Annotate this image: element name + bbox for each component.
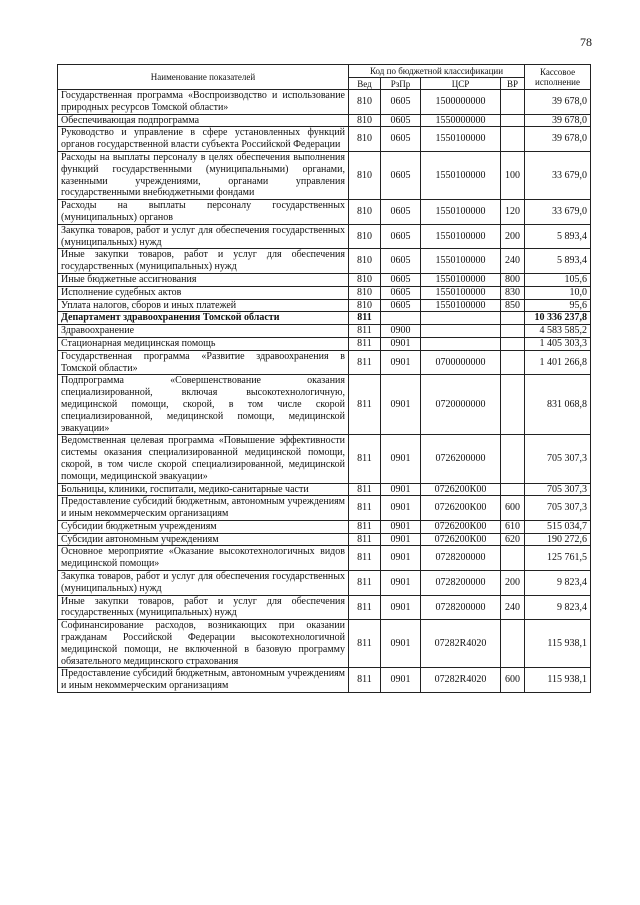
cell-name: Иные закупки товаров, работ и услуг для обеспечения государственных (муниципальных) нужд [58, 249, 349, 274]
cell-name: Здравоохранение [58, 325, 349, 338]
table-row [58, 350, 591, 375]
cell-csr: 1550100000 [421, 299, 501, 312]
table-row [58, 249, 591, 274]
cell-ved: 810 [349, 200, 381, 225]
cell-execution: 1 401 266,8 [525, 350, 591, 375]
cell-csr: 1550100000 [421, 273, 501, 286]
cell-vr [501, 483, 525, 496]
table-row [58, 595, 591, 620]
cell-ved: 811 [349, 483, 381, 496]
cell-vr: 200 [501, 224, 525, 249]
table-row [58, 286, 591, 299]
cell-csr: 1550000000 [421, 114, 501, 127]
table-row [58, 224, 591, 249]
cell-vr: 800 [501, 273, 525, 286]
cell-rzpr: 0605 [381, 90, 421, 115]
table-row [58, 520, 591, 533]
cell-ved: 811 [349, 312, 381, 325]
cell-rzpr: 0901 [381, 571, 421, 596]
cell-csr: 1550100000 [421, 224, 501, 249]
table-row [58, 620, 591, 668]
cell-ved: 810 [349, 299, 381, 312]
cell-ved: 810 [349, 151, 381, 199]
cell-name: Расходы на выплаты персоналу государственных (муниципальных) органов [58, 200, 349, 225]
cell-rzpr: 0605 [381, 224, 421, 249]
table-row [58, 299, 591, 312]
cell-name: Обеспечивающая подпрограмма [58, 114, 349, 127]
cell-csr: 0726200000 [421, 435, 501, 483]
cell-rzpr: 0901 [381, 546, 421, 571]
table-row [58, 496, 591, 521]
cell-ved: 810 [349, 249, 381, 274]
cell-vr [501, 325, 525, 338]
cell-csr: 0700000000 [421, 350, 501, 375]
cell-csr [421, 337, 501, 350]
cell-execution: 39 678,0 [525, 127, 591, 152]
table-row [58, 127, 591, 152]
cell-rzpr: 0901 [381, 337, 421, 350]
cell-csr: 07282R4020 [421, 620, 501, 668]
cell-rzpr: 0605 [381, 127, 421, 152]
cell-rzpr: 0900 [381, 325, 421, 338]
table-row [58, 375, 591, 435]
cell-ved: 810 [349, 114, 381, 127]
cell-name: Стационарная медицинская помощь [58, 337, 349, 350]
cell-ved: 811 [349, 375, 381, 435]
budget-table [57, 64, 591, 693]
cell-vr: 200 [501, 571, 525, 596]
cell-rzpr: 0605 [381, 200, 421, 225]
cell-execution: 95,6 [525, 299, 591, 312]
cell-execution: 705 307,3 [525, 483, 591, 496]
cell-name: Подпрограмма «Совершенствование оказания специализированной, включая высокотехнологичную, медицинской помощи, скорой, в том числе скорой специализированной, медицинской помощи, медицинской эвакуации» [58, 375, 349, 435]
cell-name: Исполнение судебных актов [58, 286, 349, 299]
cell-name: Субсидии автономным учреждениям [58, 533, 349, 546]
cell-ved: 810 [349, 127, 381, 152]
cell-ved: 811 [349, 337, 381, 350]
cell-csr: 0720000000 [421, 375, 501, 435]
table-row [58, 337, 591, 350]
cell-execution: 33 679,0 [525, 151, 591, 199]
cell-vr [501, 312, 525, 325]
table-body [58, 90, 591, 693]
cell-execution: 39 678,0 [525, 90, 591, 115]
cell-ved: 811 [349, 496, 381, 521]
cell-vr: 830 [501, 286, 525, 299]
cell-csr: 1550100000 [421, 127, 501, 152]
table-row [58, 273, 591, 286]
cell-ved: 811 [349, 620, 381, 668]
cell-csr: 0728200000 [421, 546, 501, 571]
cell-vr [501, 350, 525, 375]
cell-name: Закупка товаров, работ и услуг для обеспечения государственных (муниципальных) нужд [58, 224, 349, 249]
cell-csr: 0728200000 [421, 595, 501, 620]
cell-execution: 190 272,6 [525, 533, 591, 546]
cell-name: Государственная программа «Развитие здравоохранения в Томской области» [58, 350, 349, 375]
cell-execution: 105,6 [525, 273, 591, 286]
cell-rzpr: 0901 [381, 435, 421, 483]
cell-csr: 1550100000 [421, 200, 501, 225]
cell-ved: 811 [349, 533, 381, 546]
page-number: 78 [580, 35, 592, 49]
cell-vr: 600 [501, 668, 525, 693]
cell-name: Закупка товаров, работ и услуг для обеспечения государственных (муниципальных) нужд [58, 571, 349, 596]
cell-name: Департамент здравоохранения Томской области [58, 312, 349, 325]
header-rzpr: РзПр [381, 78, 421, 90]
cell-csr [421, 325, 501, 338]
cell-name: Субсидии бюджетным учреждениям [58, 520, 349, 533]
cell-ved: 811 [349, 571, 381, 596]
cell-vr [501, 546, 525, 571]
cell-vr: 100 [501, 151, 525, 199]
cell-ved: 811 [349, 325, 381, 338]
cell-name: Иные бюджетные ассигнования [58, 273, 349, 286]
cell-vr: 610 [501, 520, 525, 533]
cell-rzpr: 0605 [381, 114, 421, 127]
header-code-group: Код по бюджетной классификации [349, 65, 525, 78]
cell-name: Ведомственная целевая программа «Повышение эффективности системы оказания специализированной медицинской помощи, скорой, в том числе скорой специализированной, медицинской помощи, медицинской эвакуации» [58, 435, 349, 483]
cell-vr [501, 620, 525, 668]
cell-rzpr: 0901 [381, 668, 421, 693]
cell-execution: 125 761,5 [525, 546, 591, 571]
table-row [58, 533, 591, 546]
cell-execution: 515 034,7 [525, 520, 591, 533]
cell-rzpr: 0901 [381, 496, 421, 521]
table-row [58, 325, 591, 338]
table-header [58, 65, 591, 90]
cell-csr: 1550100000 [421, 286, 501, 299]
table-row [58, 546, 591, 571]
cell-vr [501, 375, 525, 435]
cell-rzpr: 0901 [381, 533, 421, 546]
cell-vr [501, 337, 525, 350]
cell-vr [501, 127, 525, 152]
cell-execution: 831 068,8 [525, 375, 591, 435]
cell-vr: 240 [501, 249, 525, 274]
cell-vr: 850 [501, 299, 525, 312]
cell-rzpr: 0605 [381, 273, 421, 286]
cell-rzpr: 0901 [381, 595, 421, 620]
cell-ved: 811 [349, 668, 381, 693]
cell-vr: 600 [501, 496, 525, 521]
cell-rzpr [381, 312, 421, 325]
cell-name: Больницы, клиники, госпитали, медико-санитарные части [58, 483, 349, 496]
cell-ved: 811 [349, 595, 381, 620]
cell-execution: 10 336 237,8 [525, 312, 591, 325]
table-row [58, 200, 591, 225]
table-row [58, 483, 591, 496]
cell-execution: 115 938,1 [525, 668, 591, 693]
cell-ved: 810 [349, 224, 381, 249]
cell-csr: 07282R4020 [421, 668, 501, 693]
cell-rzpr: 0901 [381, 375, 421, 435]
cell-name: Софинансирование расходов, возникающих при оказании гражданам Российской Федерации высокотехнологичной медицинской помощи, не включенной в базовую программу обязательного медицинского страхования [58, 620, 349, 668]
cell-csr: 0726200К00 [421, 520, 501, 533]
cell-rzpr: 0901 [381, 483, 421, 496]
cell-rzpr: 0901 [381, 620, 421, 668]
table-row [58, 90, 591, 115]
cell-rzpr: 0901 [381, 520, 421, 533]
cell-execution: 4 583 585,2 [525, 325, 591, 338]
cell-name: Предоставление субсидий бюджетным, автономным учреждениям и иным некоммерческим организациям [58, 496, 349, 521]
cell-name: Расходы на выплаты персоналу в целях обеспечения выполнения функций государственными (муниципальными) органами, казенными учреждениями, органами управления государственными внебюджетными фондами [58, 151, 349, 199]
header-execution: Кассовое исполнение [525, 65, 591, 90]
cell-csr: 0726200К00 [421, 533, 501, 546]
cell-ved: 811 [349, 520, 381, 533]
cell-ved: 810 [349, 90, 381, 115]
cell-vr [501, 90, 525, 115]
cell-csr: 1550100000 [421, 151, 501, 199]
cell-name: Основное мероприятие «Оказание высокотехнологичных видов медицинской помощи» [58, 546, 349, 571]
cell-rzpr: 0605 [381, 249, 421, 274]
cell-name: Уплата налогов, сборов и иных платежей [58, 299, 349, 312]
cell-csr: 0726200К00 [421, 483, 501, 496]
cell-execution: 5 893,4 [525, 224, 591, 249]
cell-execution: 10,0 [525, 286, 591, 299]
cell-name: Иные закупки товаров, работ и услуг для обеспечения государственных (муниципальных) нужд [58, 595, 349, 620]
cell-rzpr: 0605 [381, 286, 421, 299]
header-name: Наименование показателей [58, 65, 349, 90]
cell-vr [501, 435, 525, 483]
header-csr: ЦСР [421, 78, 501, 90]
cell-vr: 620 [501, 533, 525, 546]
cell-csr: 0728200000 [421, 571, 501, 596]
cell-name: Руководство и управление в сфере установленных функций органов государственной власти субъекта Российской Федерации [58, 127, 349, 152]
table-row [58, 571, 591, 596]
cell-name: Предоставление субсидий бюджетным, автономным учреждениям и иным некоммерческим организациям [58, 668, 349, 693]
cell-rzpr: 0901 [381, 350, 421, 375]
cell-execution: 1 405 303,3 [525, 337, 591, 350]
cell-rzpr: 0605 [381, 151, 421, 199]
cell-execution: 705 307,3 [525, 435, 591, 483]
cell-execution: 9 823,4 [525, 595, 591, 620]
header-ved: Вед [349, 78, 381, 90]
cell-name: Государственная программа «Воспроизводство и использование природных ресурсов Томской области» [58, 90, 349, 115]
cell-execution: 5 893,4 [525, 249, 591, 274]
table-row [58, 668, 591, 693]
cell-execution: 33 679,0 [525, 200, 591, 225]
header-vr: ВР [501, 78, 525, 90]
cell-ved: 810 [349, 286, 381, 299]
cell-ved: 811 [349, 350, 381, 375]
cell-ved: 811 [349, 546, 381, 571]
cell-ved: 810 [349, 273, 381, 286]
cell-csr [421, 312, 501, 325]
cell-csr: 0726200К00 [421, 496, 501, 521]
table-row [58, 312, 591, 325]
table-row [58, 435, 591, 483]
cell-vr: 120 [501, 200, 525, 225]
cell-execution: 9 823,4 [525, 571, 591, 596]
cell-csr: 1550100000 [421, 249, 501, 274]
cell-vr: 240 [501, 595, 525, 620]
table-row [58, 151, 591, 199]
cell-execution: 705 307,3 [525, 496, 591, 521]
cell-execution: 115 938,1 [525, 620, 591, 668]
cell-ved: 811 [349, 435, 381, 483]
cell-csr: 1500000000 [421, 90, 501, 115]
table-row [58, 114, 591, 127]
cell-rzpr: 0605 [381, 299, 421, 312]
cell-vr [501, 114, 525, 127]
cell-execution: 39 678,0 [525, 114, 591, 127]
